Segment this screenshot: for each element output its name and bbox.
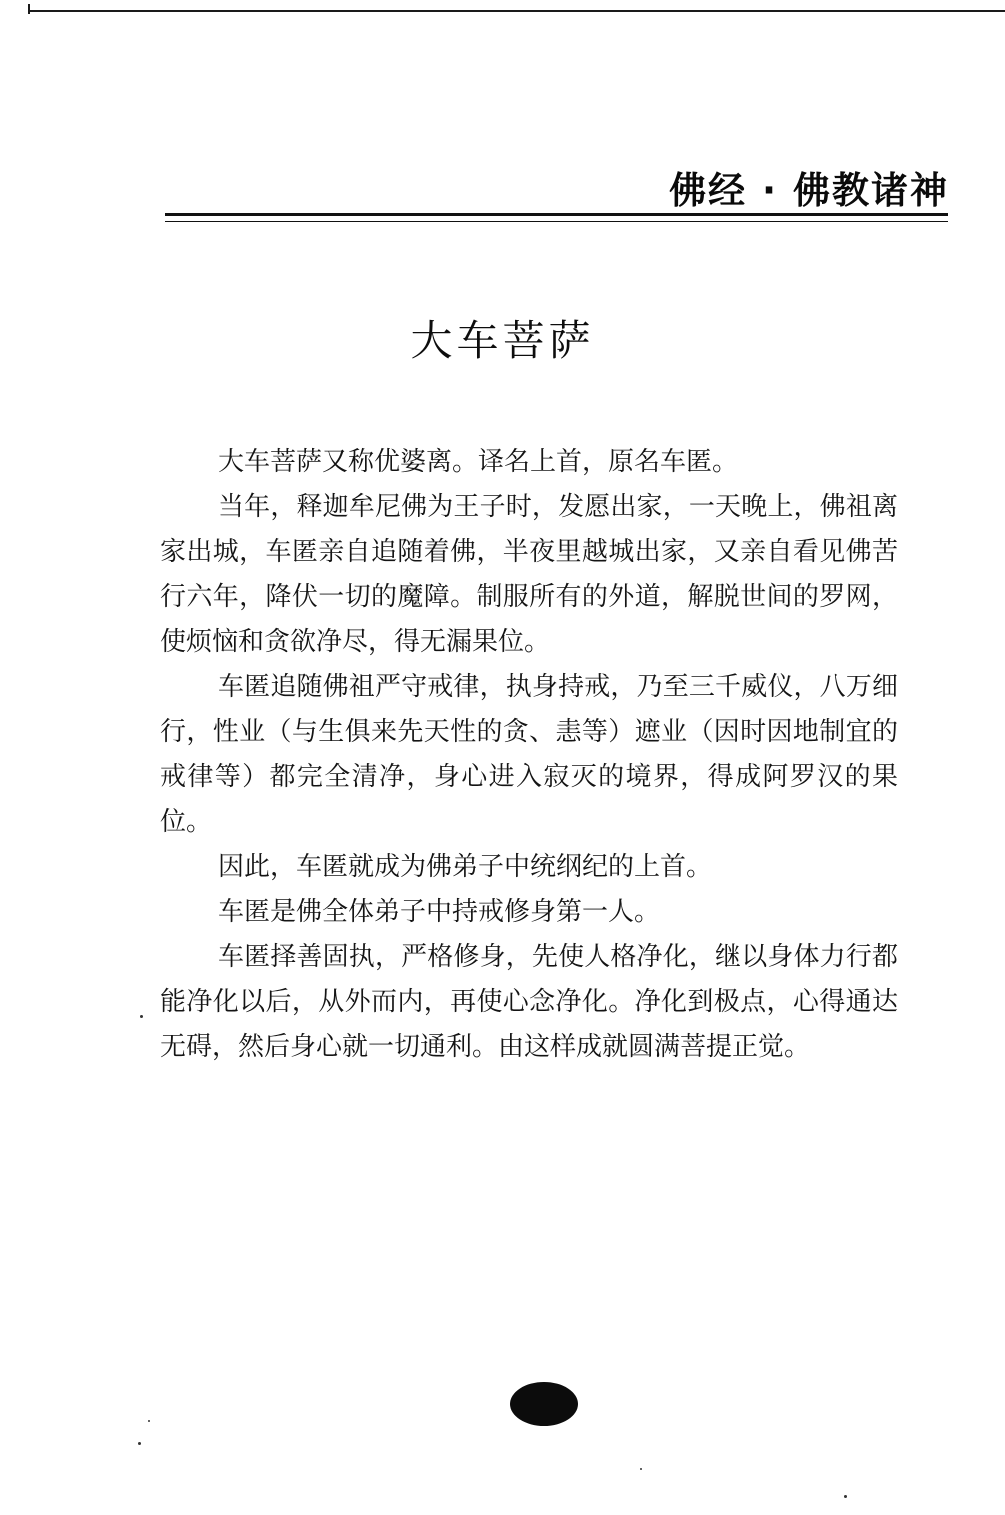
article-body	[160, 440, 898, 1070]
paragraph-intro: 大车菩萨又称优婆离。译名上首，原名车匿。	[218, 447, 739, 477]
paragraph-history: 当年，释迦牟尼佛为王子时，发愿出家，一天晚上，佛祖离家出城，车匿亲自追随着佛，半夜里越城出家，又亲自看见佛苦行六年，降伏一切的魔障。制服所有的外道，解脱世间的罗网，使烦恼和贪欲净尽，得无漏果位。	[160, 492, 898, 657]
paragraph-precepts: 车匿追随佛祖严守戒律，执身持戒，乃至三千威仪，八万细行，性业（与生俱来先天性的贪、恚等）遮业（因时因地制宜的戒律等）都完全清净，身心进入寂灭的境界，得成阿罗汉的果位。	[160, 672, 898, 837]
scan-speck	[640, 1468, 642, 1470]
header-rule-thin	[165, 221, 948, 222]
page-number-oval-icon	[510, 1382, 578, 1426]
paragraph-purification: 车匿择善固执，严格修身，先使人格净化，继以身体力行都能净化以后，从外而内，再使心念净化。净化到极点，心得通达无碍，然后身心就一切通利。由这样成就圆满菩提正觉。	[160, 942, 898, 1062]
top-border-line	[28, 10, 1005, 12]
paragraph-leader: 因此，车匿就成为佛弟子中统纲纪的上首。	[218, 852, 713, 882]
scan-speck	[140, 1015, 143, 1018]
scan-speck	[148, 1420, 150, 1422]
scan-speck	[138, 1442, 141, 1445]
top-border-tick	[28, 4, 30, 14]
chapter-title: 大车菩萨	[410, 316, 595, 365]
scan-speck	[844, 1495, 847, 1498]
running-header: 佛经 · 佛教诸神	[669, 169, 949, 212]
paragraph-first-disciple: 车匿是佛全体弟子中持戒修身第一人。	[218, 897, 661, 927]
header-rule-thick	[165, 213, 948, 216]
